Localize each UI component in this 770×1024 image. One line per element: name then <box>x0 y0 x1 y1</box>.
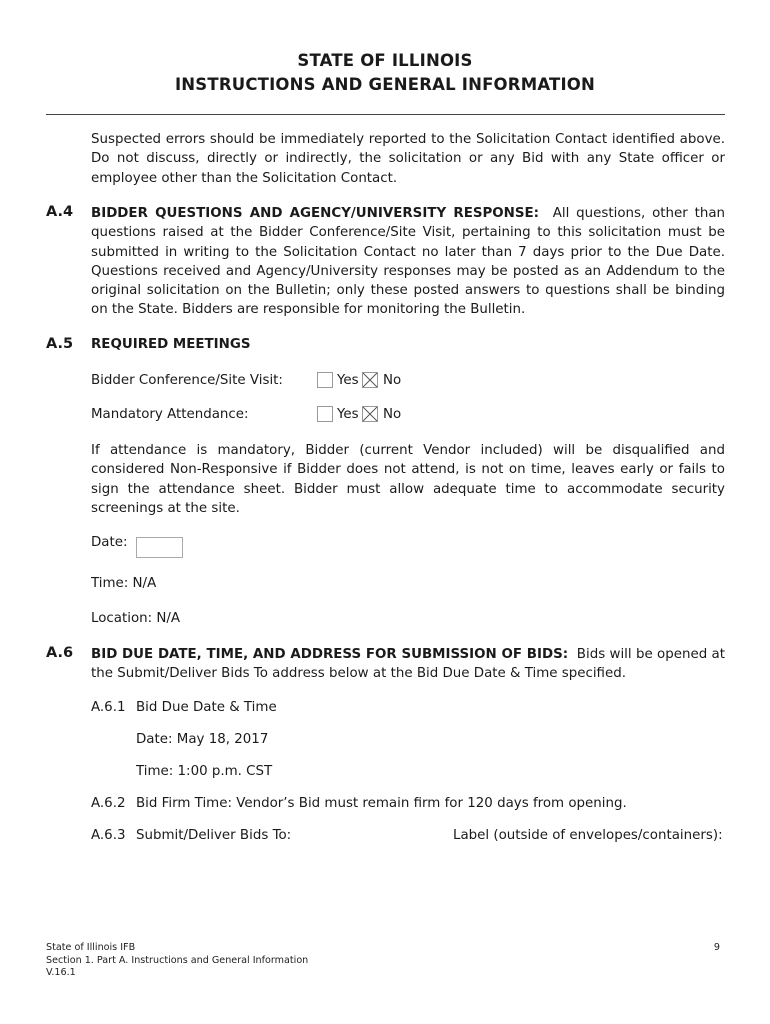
intro-paragraph: Suspected errors should be immediately reported to the Solicitation Contact identified above. Do not discuss, directly or indirectly, the solicitation or any Bid with any State officer or employee other than the Solicitation Contact. <box>91 132 725 186</box>
section-a6-text: Bids will be opened at the Submit/Deliver Bids To address below at the Bid Due Date & Time specified. <box>91 647 726 682</box>
a62-number: A.6.2 <box>91 796 126 811</box>
mandatory-attendance-label: Mandatory Attendance: <box>91 407 249 422</box>
a62-text: Bid Firm Time: Vendor’s Bid must remain firm for 120 days from opening. <box>136 796 627 811</box>
check-x-icon <box>362 406 378 422</box>
section-a6-number: A.6 <box>46 645 74 661</box>
section-a5-number: A.5 <box>46 336 74 352</box>
meeting-date-label: Date: <box>91 535 128 550</box>
footer <box>46 942 308 980</box>
page-number: 9 <box>713 942 720 953</box>
section-a4-number: A.4 <box>46 204 74 220</box>
meeting-time-text: Time: N/A <box>91 576 157 591</box>
section-a6-paragraph <box>91 645 725 684</box>
a61-text: Bid Due Date & Time <box>136 700 277 715</box>
header-divider <box>46 114 725 115</box>
conference-yes-label: Yes <box>337 373 359 388</box>
a61-number: A.6.1 <box>91 700 126 715</box>
a63-number: A.6.3 <box>91 828 126 843</box>
label-instructions: Label (outside of envelopes/containers): <box>453 828 723 843</box>
conference-label: Bidder Conference/Site Visit: <box>91 373 283 388</box>
conference-no-checkbox[interactable] <box>362 372 378 388</box>
attendance-paragraph: If attendance is mandatory, Bidder (current Vendor included) will be disqualified and considered Non-Responsive if Bidder does not attend, is not on time, leaves early or fails to sign the attendance sheet. Bidder must allow adequate time to accommodate security screenings at the site. <box>91 443 725 516</box>
meeting-date-input[interactable] <box>136 537 183 558</box>
section-a4-text: All questions, other than questions raised at the Bidder Conference/Site Visit, pertaining to this solicitation must be submitted in writing to the Solicitation Contact no later than 7 days prior to the Due Date. Questions received and Agency/University responses may be posted as an Addendum to the original solicitation on the Bulletin; only these posted answers to questions shall be binding on the State. Bidders are responsible for monitoring the Bulletin. <box>91 206 726 318</box>
page-title-line1: STATE OF ILLINOIS <box>297 51 473 70</box>
mandatory-yes-label: Yes <box>337 407 359 422</box>
meeting-location-text: Location: N/A <box>91 611 181 626</box>
section-a6-heading: BID DUE DATE, TIME, AND ADDRESS FOR SUBMISSION OF BIDS: <box>91 647 569 662</box>
section-a5-heading: REQUIRED MEETINGS <box>91 337 251 352</box>
footer-line1: State of Illinois IFB <box>46 942 136 953</box>
section-a4-paragraph <box>91 204 725 320</box>
page-title-line2: INSTRUCTIONS AND GENERAL INFORMATION <box>174 75 596 94</box>
footer-line2: Section 1. Part A. Instructions and General Information <box>46 954 309 966</box>
bid-due-time: Time: 1:00 p.m. CST <box>136 764 273 779</box>
a63-text: Submit/Deliver Bids To: <box>136 828 292 843</box>
mandatory-no-label: No <box>383 407 402 422</box>
conference-no-label: No <box>383 373 402 388</box>
check-x-icon <box>362 372 378 388</box>
conference-yes-checkbox[interactable] <box>317 372 333 388</box>
section-a4-heading: BIDDER QUESTIONS AND AGENCY/UNIVERSITY RESPONSE: <box>91 206 540 221</box>
mandatory-yes-checkbox[interactable] <box>317 406 333 422</box>
mandatory-no-checkbox[interactable] <box>362 406 378 422</box>
footer-line3: V.16.1 <box>46 967 76 978</box>
bid-due-date: Date: May 18, 2017 <box>136 732 269 747</box>
